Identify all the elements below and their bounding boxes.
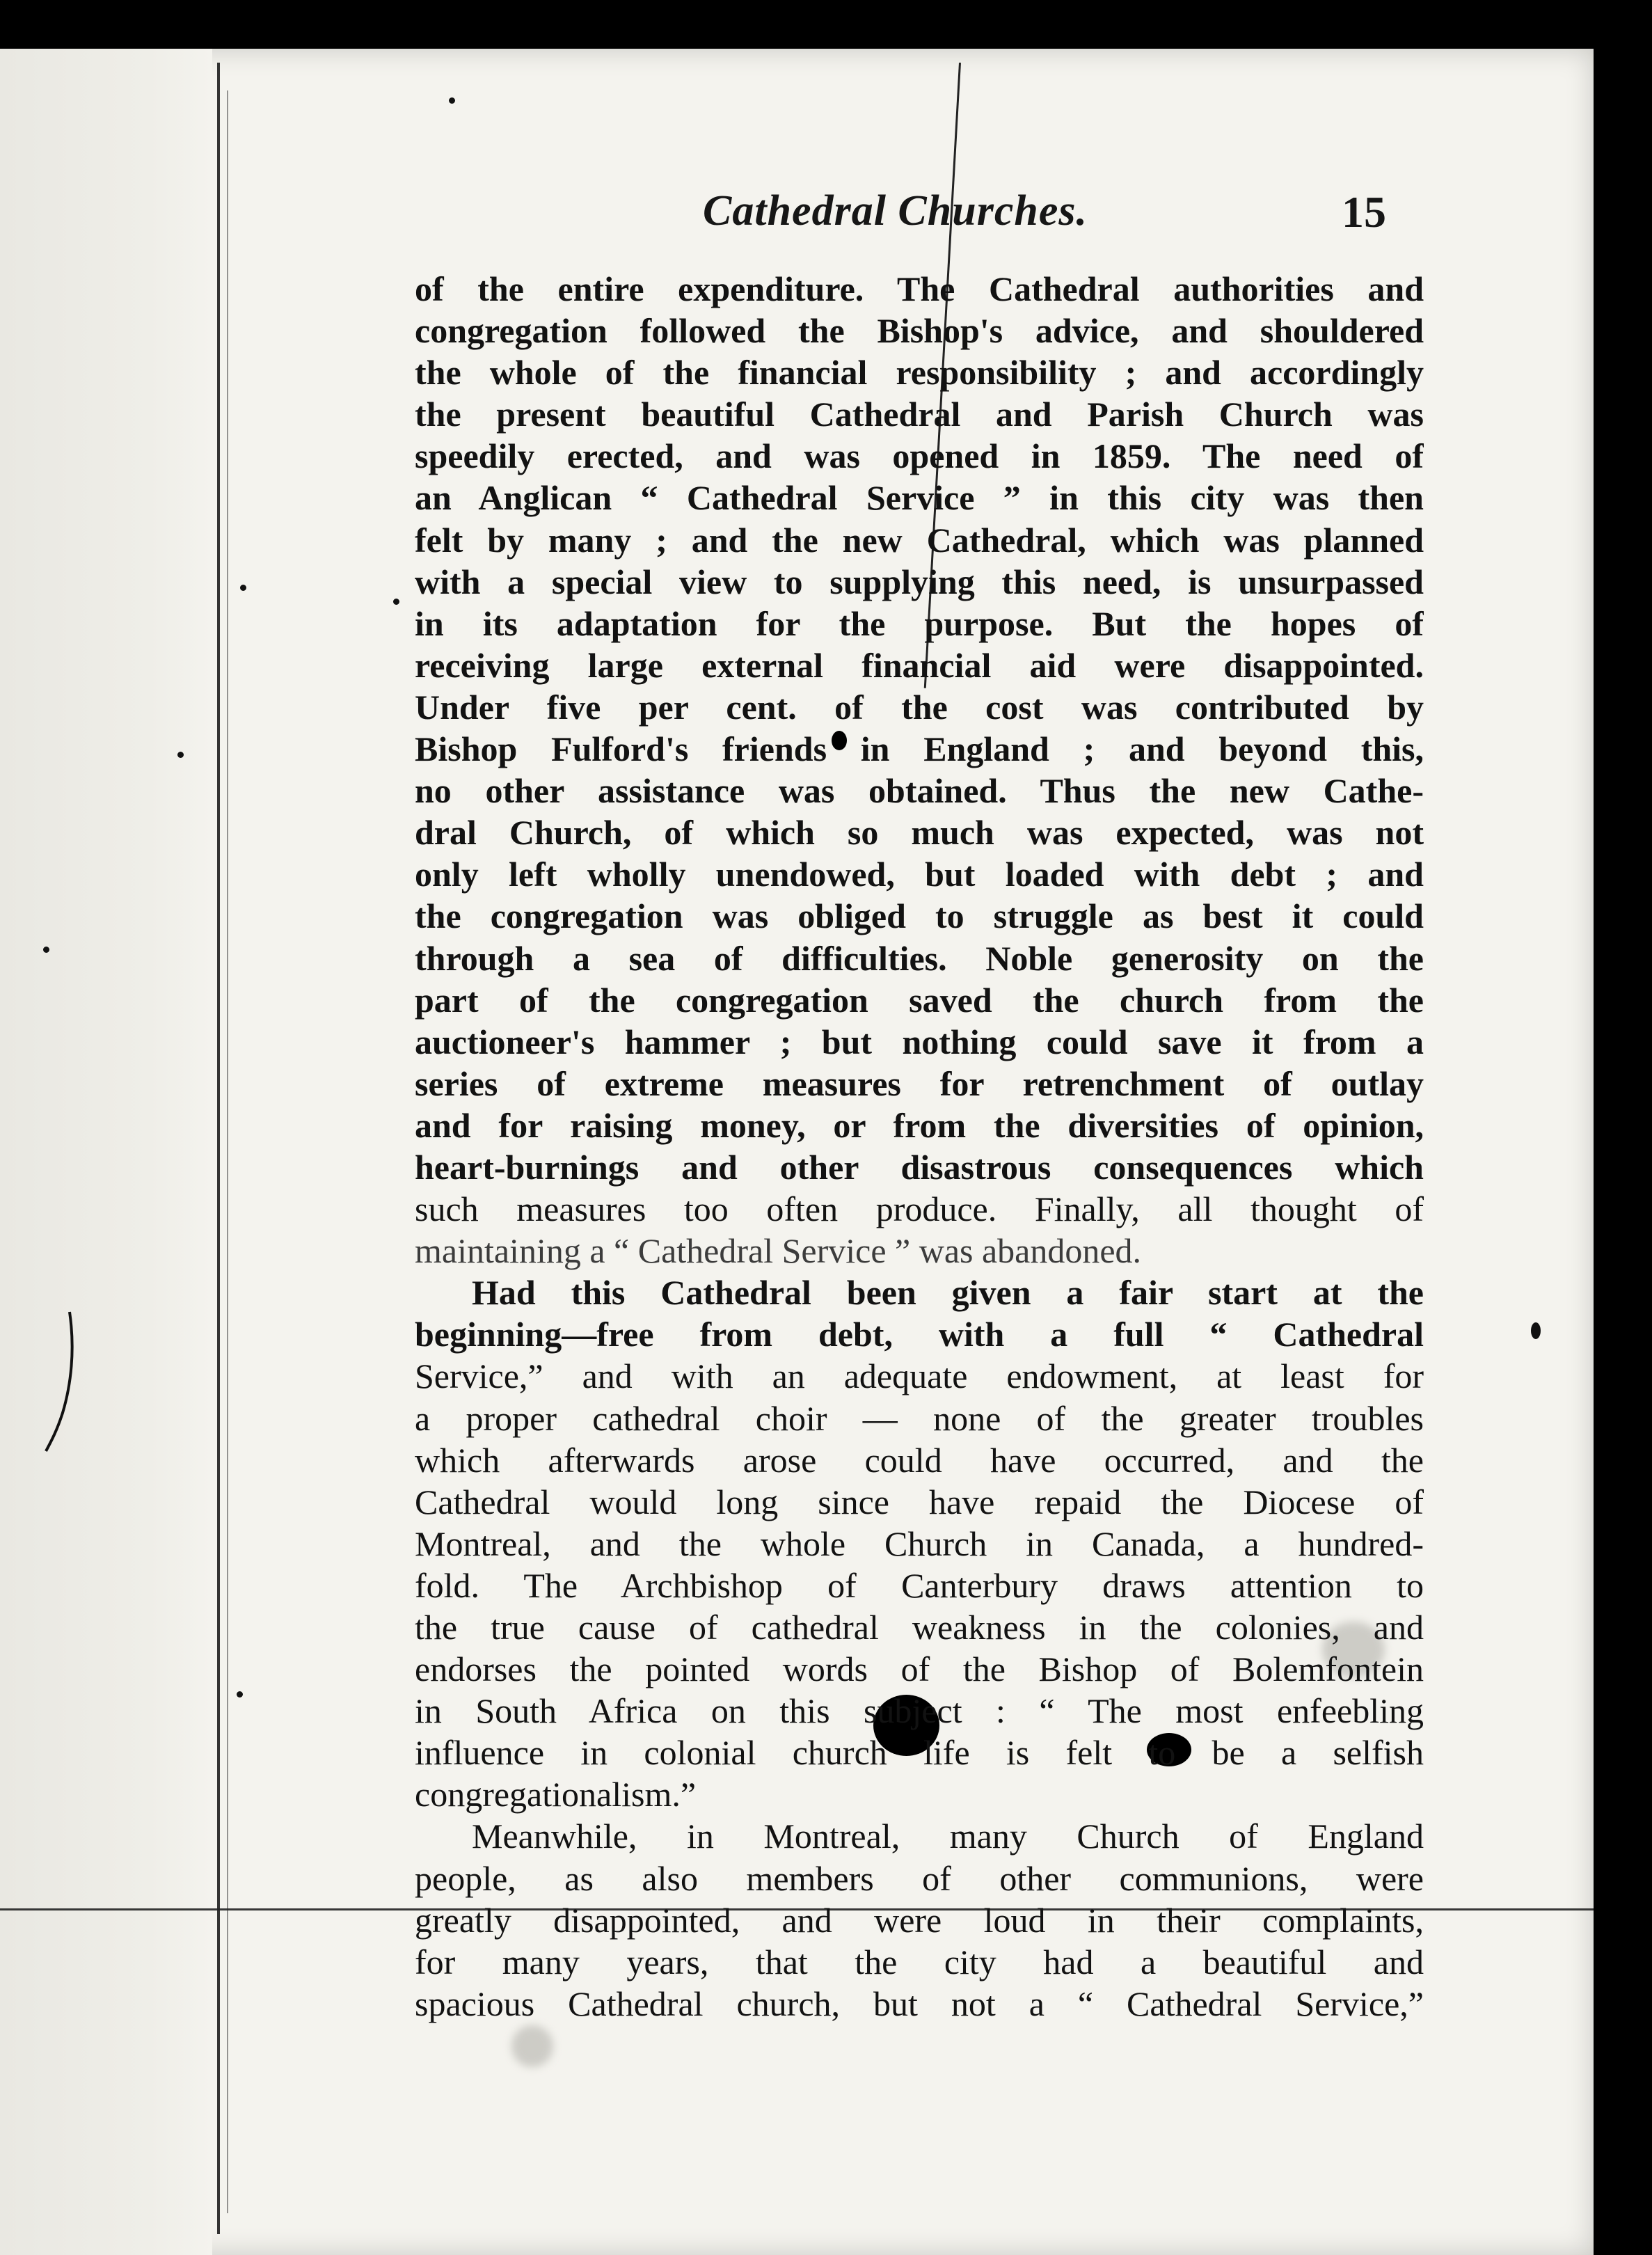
text-line: maintaining a “ Cathedral Service ” was abandoned. <box>415 1231 1142 1271</box>
text-line: Cathedral would long since have repaid the Diocese of <box>415 1482 1424 1521</box>
text-line: auctioneer's hammer ; but nothing could save it from a <box>415 1022 1424 1061</box>
text-line: with a special view to supplying this need, is unsurpassed <box>415 562 1424 601</box>
text-line: series of extreme measures for retrenchment of outlay <box>415 1063 1424 1103</box>
text-line: influence in colonial church life is felt to be a selfish <box>415 1733 1424 1773</box>
text-line: greatly disappointed, and were loud in their complaints, <box>415 1900 1424 1940</box>
text-line: Montreal, and the whole Church in Canada, a hundred- <box>415 1524 1424 1563</box>
text-line: in South Africa on this subject : “ The most enfeebling <box>415 1691 1424 1731</box>
text-line: which afterwards arose could have occurred, and the <box>415 1440 1424 1480</box>
running-head: Cathedral Churches. <box>703 187 1088 235</box>
text-line: the whole of the financial responsibility ; and accordingly <box>415 353 1424 393</box>
text-line: of the entire expenditure. The Cathedral authorities and <box>415 269 1424 308</box>
text-line: part of the congregation saved the church from the <box>415 980 1424 1020</box>
text-line: the true cause of cathedral weakness in the colonies, and <box>415 1608 1424 1647</box>
text-line: no other assistance was obtained. Thus the new Cathe- <box>415 771 1424 811</box>
text-line: Bishop Fulford's friends in England ; and beyond this, <box>415 729 1424 769</box>
page-number: 15 <box>1342 187 1386 237</box>
text-line: Had this Cathedral been given a fair start at the <box>472 1273 1424 1313</box>
body-text <box>415 268 1424 2025</box>
text-line: spacious Cathedral church, but not a “ Cathedral Service,” <box>415 1984 1424 2023</box>
binding-shadow-line <box>227 90 228 2213</box>
text-line: only left wholly unendowed, but loaded with debt ; and <box>415 855 1424 894</box>
text-line: Meanwhile, in Montreal, many Church of England <box>472 1817 1424 1856</box>
text-line: the present beautiful Cathedral and Parish Church was <box>415 395 1424 434</box>
text-line: the congregation was obliged to struggle as best it could <box>415 896 1424 936</box>
text-line: fold. The Archbishop of Canterbury draws attention to <box>415 1565 1424 1605</box>
page-smudge <box>511 2025 553 2067</box>
text-line: such measures too often produce. Finally, all thought of <box>415 1189 1424 1229</box>
text-line: through a sea of difficulties. Noble generosity on the <box>415 938 1424 978</box>
text-line: Service,” and with an adequate endowment, at least for <box>415 1356 1424 1396</box>
margin-speck <box>177 752 184 758</box>
text-line: felt by many ; and the new Cathedral, which was planned <box>415 520 1424 560</box>
text-line: speedily erected, and was opened in 1859. The need of <box>415 436 1424 476</box>
text-line: for many years, that the city had a beautiful and <box>415 1942 1424 1981</box>
text-line: people, as also members of other communions, were <box>415 1858 1424 1898</box>
margin-speck <box>240 585 246 591</box>
text-line: receiving large external financial aid were disappointed. <box>415 645 1424 685</box>
text-line: an Anglican “ Cathedral Service ” in this city was then <box>415 478 1424 518</box>
text-line: congregation followed the Bishop's advice, and shouldered <box>415 311 1424 351</box>
text-line: congregationalism.” <box>415 1775 697 1814</box>
text-line: a proper cathedral choir — none of the greater troubles <box>415 1398 1424 1438</box>
text-line: dral Church, of which so much was expected, was not <box>415 813 1424 853</box>
text-line: beginning—free from debt, with a full “ Cathedral <box>415 1315 1424 1354</box>
page-gutter <box>0 49 212 2255</box>
margin-speck <box>1531 1322 1541 1339</box>
margin-speck <box>237 1691 243 1698</box>
text-line: and for raising money, or from the diversities of opinion, <box>415 1105 1424 1145</box>
margin-speck <box>393 599 399 605</box>
text-line: heart-burnings and other disastrous consequences which <box>415 1147 1424 1187</box>
text-line: endorses the pointed words of the Bishop of Bolemfontein <box>415 1649 1424 1689</box>
text-line: in its adaptation for the purpose. But the hopes of <box>415 603 1424 643</box>
margin-pen-mark <box>42 1308 84 1455</box>
margin-speck <box>43 947 49 953</box>
margin-speck <box>449 97 455 104</box>
text-line: Under five per cent. of the cost was contributed by <box>415 687 1424 727</box>
